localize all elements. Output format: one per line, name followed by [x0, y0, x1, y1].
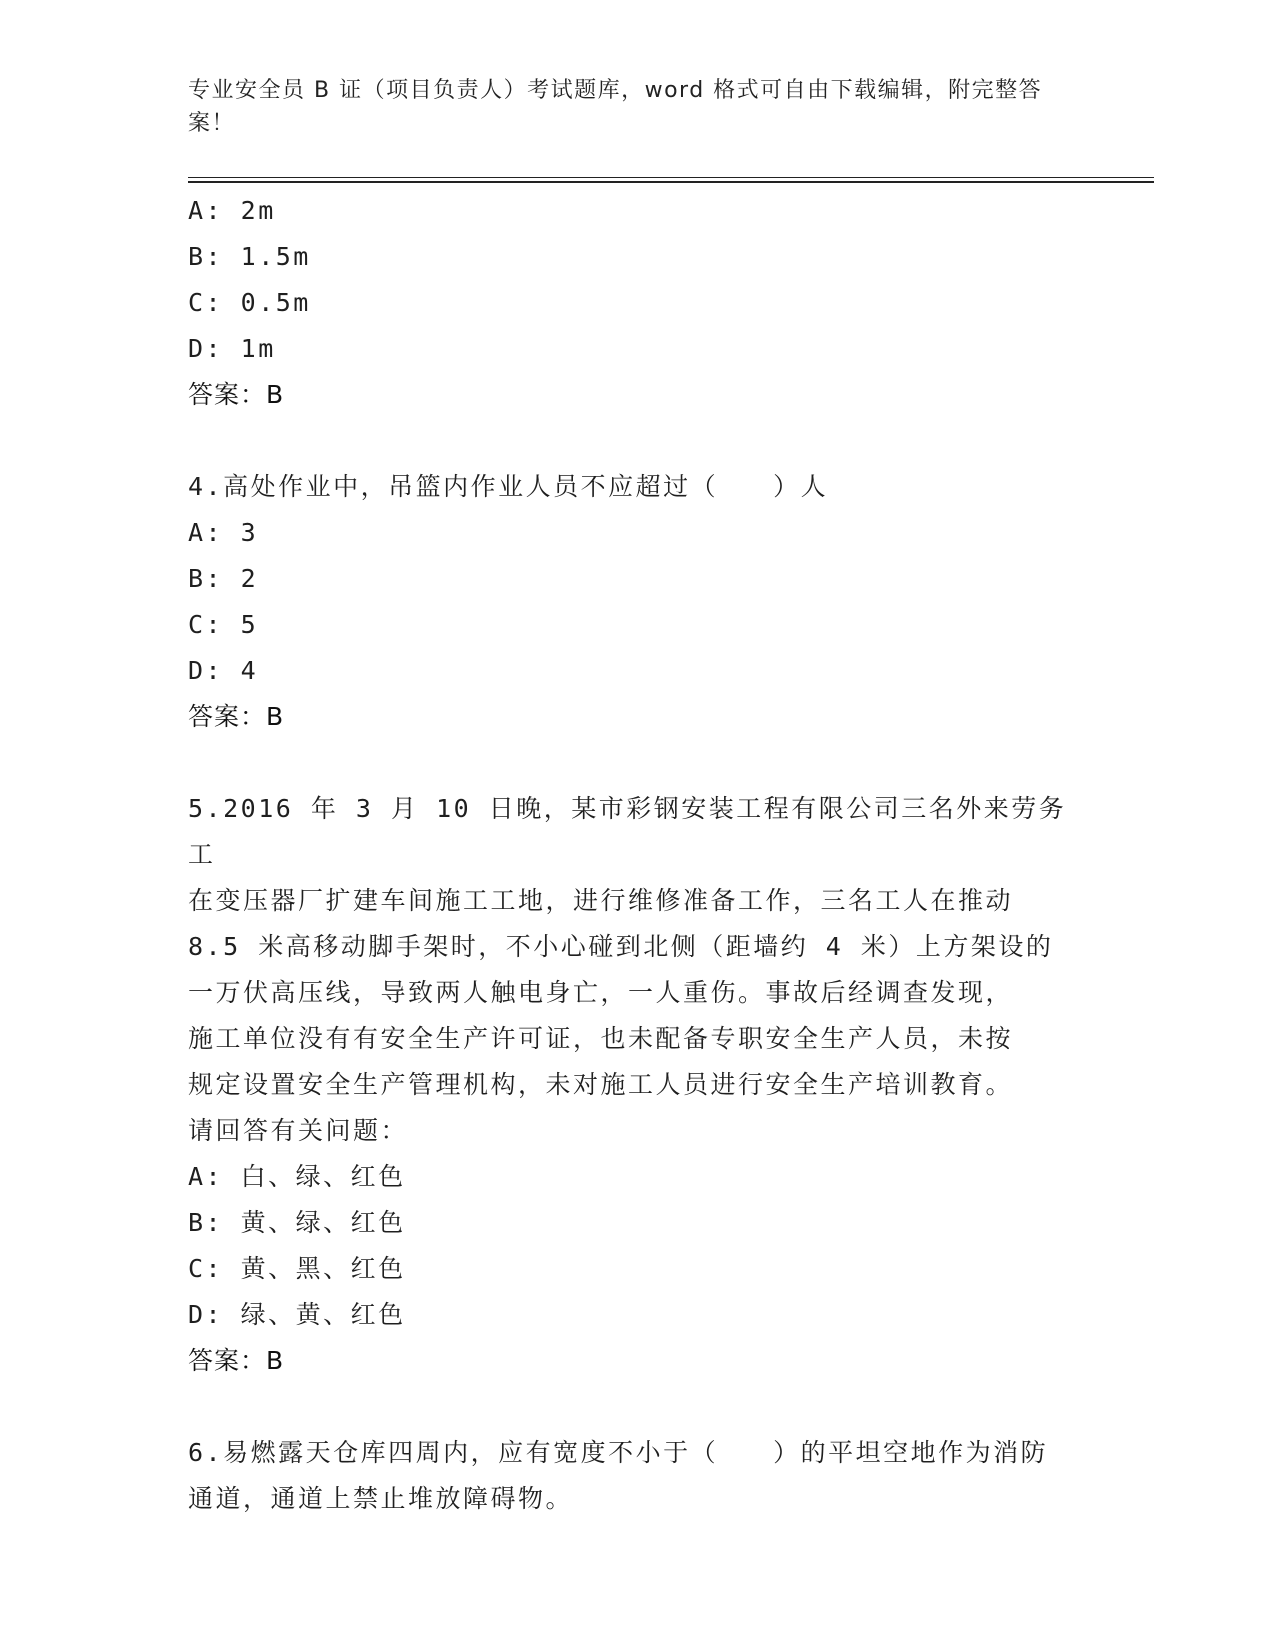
question-content — [188, 188, 1078, 1522]
header-divider-thin — [188, 177, 1154, 178]
answer-line: 答案：B — [188, 1346, 285, 1375]
option-d: D: 4 — [188, 656, 259, 685]
question-stem-line: 施工单位没有有安全生产许可证，也未配备专职安全生产人员，未按 — [188, 1024, 1014, 1053]
option-d: D: 绿、黄、红色 — [188, 1300, 406, 1329]
question-stem-line: 6.易燃露天仓库四周内，应有宽度不小于（ ）的平坦空地作为消防 — [188, 1438, 1049, 1467]
question-stem-line: 规定设置安全生产管理机构，未对施工人员进行安全生产培训教育。 — [188, 1070, 1014, 1099]
question-stem-line: 通道，通道上禁止堆放障碍物。 — [188, 1484, 574, 1513]
question-6 — [188, 1430, 1078, 1522]
question-stem: 4.高处作业中，吊篮内作业人员不应超过（ ）人 — [188, 472, 829, 501]
option-d: D: 1m — [188, 334, 276, 363]
spacer — [188, 740, 1078, 786]
option-a: A: 白、绿、红色 — [188, 1162, 406, 1191]
header-divider-thick — [188, 181, 1154, 183]
answer-line: 答案：B — [188, 380, 285, 409]
option-b: B: 黄、绿、红色 — [188, 1208, 406, 1237]
document-header — [188, 74, 1068, 140]
question-stem-line: 请回答有关问题： — [188, 1116, 409, 1145]
question-4 — [188, 464, 1078, 740]
answer-line: 答案：B — [188, 702, 285, 731]
question-5 — [188, 786, 1078, 1384]
option-c: C: 0.5m — [188, 288, 311, 317]
spacer — [188, 418, 1078, 464]
option-c: C: 5 — [188, 610, 259, 639]
question-stem-line: 8.5 米高移动脚手架时，不小心碰到北侧（距墙约 4 米）上方架设的 — [188, 932, 1054, 961]
option-b: B: 2 — [188, 564, 259, 593]
option-a: A: 2m — [188, 196, 276, 225]
option-c: C: 黄、黑、红色 — [188, 1254, 406, 1283]
question-stem-line: 在变压器厂扩建车间施工工地，进行维修准备工作，三名工人在推动 — [188, 886, 1014, 915]
header-line-2: 案！ — [188, 111, 236, 136]
question-3-continued — [188, 188, 1078, 418]
question-stem-line: 一万伏高压线，导致两人触电身亡，一人重伤。事故后经调查发现， — [188, 978, 1014, 1007]
header-line-1: 专业安全员 B 证（项目负责人）考试题库，word 格式可自由下载编辑，附完整答 — [188, 78, 1043, 103]
question-stem-line: 5.2016 年 3 月 10 日晚，某市彩钢安装工程有限公司三名外来劳务工 — [188, 794, 1067, 869]
option-a: A: 3 — [188, 518, 259, 547]
spacer — [188, 1384, 1078, 1430]
option-b: B: 1.5m — [188, 242, 311, 271]
